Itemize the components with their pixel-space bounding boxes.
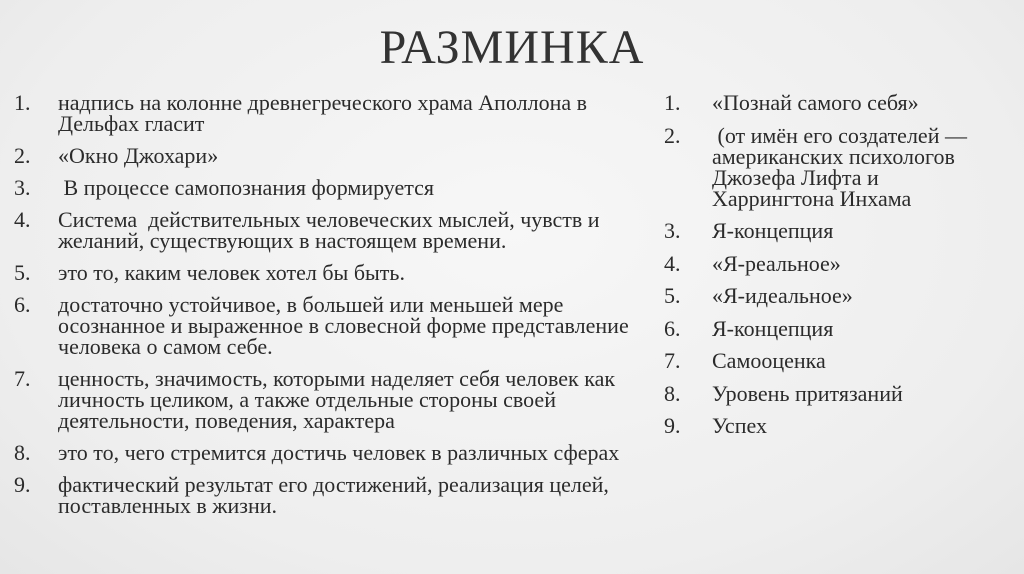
list-item: [664, 250, 1004, 276]
item-text: ценность, значимость, которыми наделяет себя человек как личность целиком, а также отдельные стороны своей деятельности, поведения, характера: [58, 366, 616, 433]
item-number: 8.: [14, 440, 31, 465]
list-item: [14, 368, 634, 431]
item-text: (от имён его создателей — американских психологов Джозефа Лифта и Харрингтона Инхама: [712, 122, 973, 211]
item-number: 2.: [664, 122, 681, 148]
list-item: [14, 294, 634, 357]
list-item: [664, 380, 1004, 406]
item-text: надпись на колонне древнегреческого храма Аполлона в Дельфах гласит: [58, 90, 588, 136]
list-item: [14, 209, 634, 251]
list-item: [14, 92, 634, 134]
answers-list: [664, 92, 1004, 448]
item-text: «Я-реальное»: [712, 250, 841, 276]
list-item: [664, 315, 1004, 341]
list-item: [14, 474, 634, 516]
item-number: 7.: [664, 348, 681, 373]
item-text: это то, каким человек хотел бы быть.: [58, 260, 405, 285]
item-number: 5.: [14, 260, 31, 285]
item-text: фактический результат его достижений, реализация целей, поставленных в жизни.: [58, 472, 609, 518]
item-number: 7.: [14, 366, 31, 391]
item-text: Я-концепция: [712, 218, 834, 243]
item-number: 4.: [664, 250, 681, 276]
item-text: Я-концепция: [712, 315, 834, 341]
item-number: 2.: [14, 143, 31, 168]
list-item: [14, 262, 634, 283]
item-number: 3.: [14, 175, 31, 200]
item-number: 6.: [664, 315, 681, 341]
item-text: достаточно устойчивое, в большей или меньшей мере осознанное и выраженное в словесной форме представление человека о самом себе.: [58, 292, 629, 359]
item-text: «Окно Джохари»: [58, 143, 219, 168]
list-item: [14, 145, 634, 166]
questions-list: [14, 92, 634, 527]
item-text: «Познай самого себя»: [712, 90, 919, 115]
item-text: это то, чего стремится достичь человек в различных сферах: [58, 440, 620, 465]
item-text: Успех: [712, 413, 767, 438]
list-item: [14, 442, 634, 463]
item-number: 9.: [14, 472, 31, 497]
item-text: Уровень притязаний: [712, 380, 903, 406]
list-item: [664, 92, 1004, 113]
item-number: 1.: [664, 90, 681, 115]
item-number: 1.: [14, 90, 31, 115]
list-item: [664, 220, 1004, 241]
item-number: 3.: [664, 218, 681, 243]
item-text: Самооценка: [712, 348, 826, 373]
list-item: [664, 350, 1004, 371]
item-number: 6.: [14, 292, 31, 317]
list-item: [14, 177, 634, 198]
item-text: Система действительных человеческих мыслей, чувств и желаний, существующих в настоящем времени.: [58, 207, 606, 253]
item-text: «Я-идеальное»: [712, 283, 853, 308]
list-item: [664, 415, 1004, 436]
slide-title: РАЗМИНКА: [379, 21, 645, 74]
item-number: 8.: [664, 380, 681, 406]
item-number: 4.: [14, 207, 31, 232]
item-text: В процессе самопознания формируется: [58, 175, 435, 200]
list-item: [664, 122, 1004, 211]
item-number: 5.: [664, 283, 681, 308]
item-number: 9.: [664, 413, 681, 438]
list-item: [664, 285, 1004, 306]
